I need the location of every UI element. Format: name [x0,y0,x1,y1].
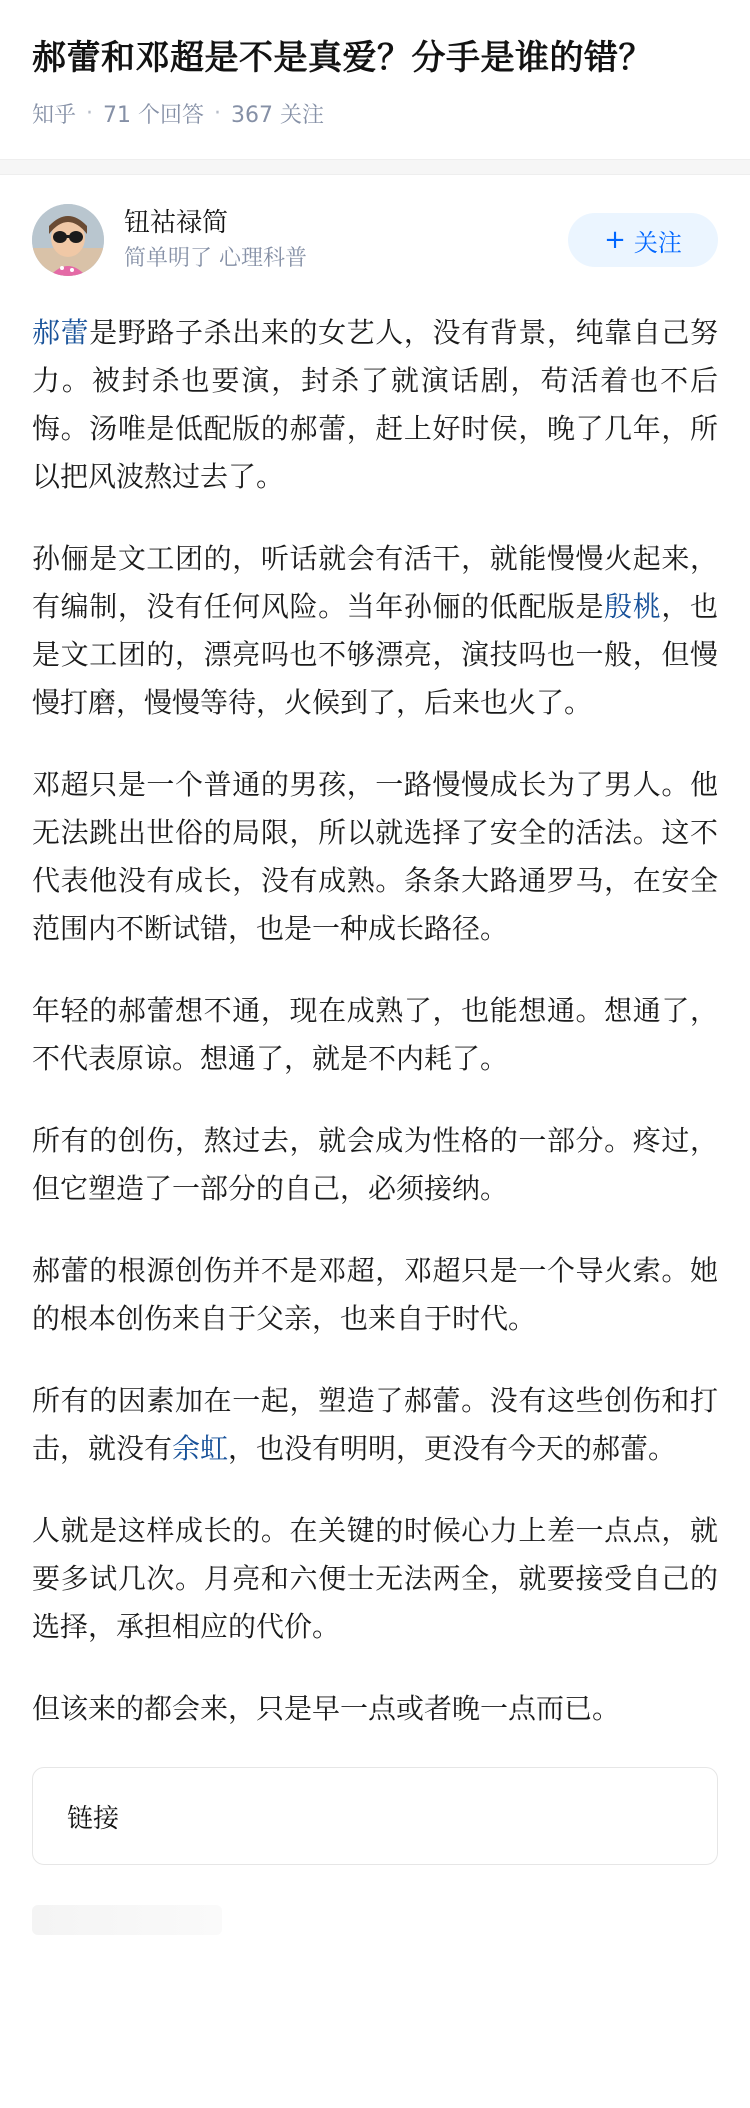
paragraph-text: 所有的因素加在一起，塑造了郝蕾。没有这些创伤和打击，就没有 [32,1384,718,1465]
section-divider [0,159,750,175]
meta-separator: · [86,101,94,126]
paragraph-text: 是野路子杀出来的女艺人，没有背景，纯靠自己努力。被封杀也要演，封杀了就演话剧，苟活着也不后悔。汤唯是低配版的郝蕾，赶上好时侯，晚了几年，所以把风波熬过去了。 [32,316,718,493]
author-info [124,205,568,275]
paragraph: 郝蕾的根源创伤并不是邓超，邓超只是一个导火索。她的根本创伤来自于父亲，也来自于时代。 [32,1254,718,1335]
paragraph-text: ，也没有明明，更没有今天的郝蕾。 [228,1432,677,1465]
link-card-label: 链接 [67,1803,120,1834]
question-header [0,0,750,129]
paragraph [32,309,718,501]
question-meta [32,98,718,129]
follow-label: 关注 [633,228,682,257]
paragraph: 但该来的都会来，只是早一点或者晚一点而已。 [32,1692,621,1725]
meta-separator: · [214,101,222,126]
paragraph: 邓超只是一个普通的男孩，一路慢慢成长为了男人。他无法跳出世俗的局限，所以就选择了安全的活法。这不代表他没有成长，没有成熟。条条大路通罗马，在安全范围内不断试错，也是一种成长路径。 [32,768,718,945]
paragraph: 所有的创伤，熬过去，就会成为性格的一部分。疼过，但它塑造了一部分的自己，必须接纳。 [32,1124,718,1205]
link-card[interactable] [32,1767,718,1865]
faded-watermark [32,1905,222,1935]
topic-link[interactable]: 殷桃 [604,590,662,623]
answer-count[interactable]: 71 个回答 [103,103,205,128]
avatar-photo-icon [32,204,104,276]
plus-icon: + [604,225,626,255]
topic-link[interactable]: 余虹 [172,1432,229,1465]
follow-button[interactable] [568,213,718,267]
topic-link[interactable]: 郝蕾 [32,316,90,349]
source-label: 知乎 [32,103,77,128]
paragraph: 年轻的郝蕾想不通，现在成熟了，也能想通。想通了，不代表原谅。想通了，就是不内耗了。 [32,994,718,1075]
answer-body [0,279,750,1733]
paragraph [32,535,718,727]
author-row [0,175,750,279]
avatar[interactable] [32,204,104,276]
paragraph-text: ，也是文工团的，漂亮吗也不够漂亮，演技吗也一般，但慢慢打磨，慢慢等待，火候到了，后来也火了。 [32,590,718,719]
paragraph: 人就是这样成长的。在关键的时候心力上差一点点，就要多试几次。月亮和六便士无法两全，就要接受自己的选择，承担相应的代价。 [32,1514,718,1643]
author-name[interactable]: 钮祜禄简 [124,208,229,238]
question-title[interactable]: 郝蕾和邓超是不是真爱？分手是谁的错？ [32,38,653,78]
paragraph-text: 孙俪是文工团的，听话就会有活干，就能慢慢火起来，有编制，没有任何风险。当年孙俪的低配版是 [32,542,718,623]
author-bio: 简单明了 心理科普 [124,246,307,271]
paragraph [32,1377,718,1473]
follower-count[interactable]: 367 关注 [231,103,325,128]
